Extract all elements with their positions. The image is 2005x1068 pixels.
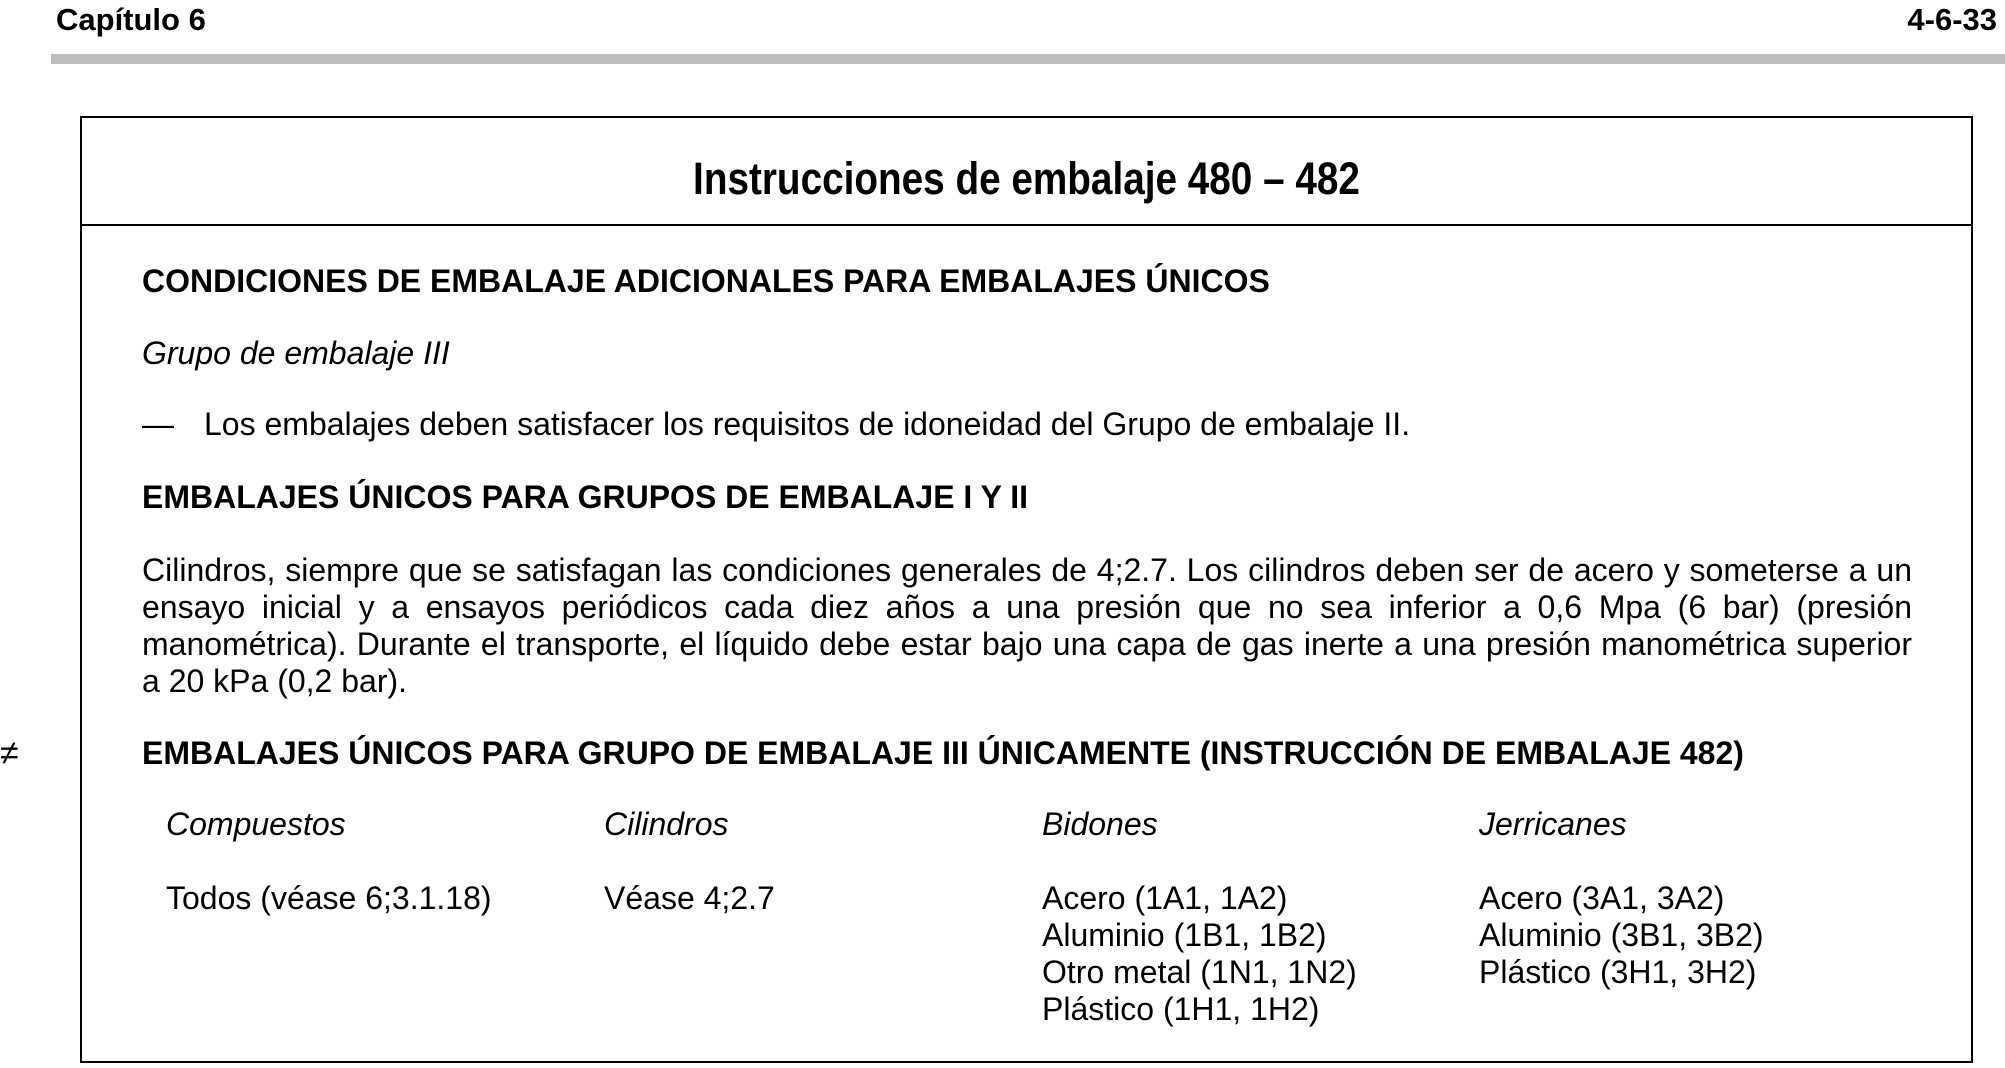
column-cilindros — [604, 806, 775, 916]
column-header: Cilindros — [604, 806, 729, 842]
column-values — [1479, 880, 1764, 991]
packing-instruction-box — [80, 116, 1973, 1063]
column-value: Aluminio (1B1, 1B2) — [1042, 917, 1327, 953]
section1-heading: CONDICIONES DE EMBALAJE ADICIONALES PARA EMBALAJES ÚNICOS — [142, 263, 1270, 299]
column-header: Compuestos — [166, 806, 346, 842]
column-value: Plástico (3H1, 3H2) — [1479, 954, 1757, 990]
section1-item — [142, 406, 1912, 443]
column-value: Acero (3A1, 3A2) — [1479, 880, 1725, 916]
title-row — [82, 118, 1971, 226]
column-value: Plástico (1H1, 1H2) — [1042, 991, 1320, 1027]
section1-subheading: Grupo de embalaje III — [142, 335, 450, 371]
column-compuestos — [166, 806, 492, 916]
section2-paragraph: Cilindros, siempre que se satisfagan las condiciones generales de 4;2.7. Los cilindros deben ser de acero y someterse a un ensayo inicial y a ensayos periódicos cada diez años a una presión que no sea inferior a 0,6 Mpa (6 bar) (presión manométrica). Durante el transporte, el líquido debe estar bajo una capa de gas inerte a una presión manométrica superior a 20 kPa (0,2 bar). — [142, 552, 1912, 699]
header-rule — [51, 54, 2005, 64]
chapter-label: Capítulo 6 — [56, 2, 206, 37]
column-value: Aluminio (3B1, 3B2) — [1479, 917, 1764, 953]
change-mark: ≠ — [0, 734, 19, 772]
column-header: Jerricanes — [1479, 806, 1627, 842]
section1-item-text: Los embalajes deben satisfacer los requisitos de idoneidad del Grupo de embalaje II. — [204, 406, 1411, 442]
column-header: Bidones — [1042, 806, 1158, 842]
dash-bullet: — — [142, 406, 174, 442]
column-bidones — [1042, 806, 1357, 1027]
column-value: Otro metal (1N1, 1N2) — [1042, 954, 1357, 990]
column-value: Véase 4;2.7 — [604, 880, 775, 916]
page-number: 4-6-33 — [1907, 2, 1997, 37]
column-value: Todos (véase 6;3.1.18) — [166, 880, 492, 916]
column-values — [166, 880, 492, 917]
column-value: Acero (1A1, 1A2) — [1042, 880, 1288, 916]
column-jerricanes — [1479, 806, 1764, 990]
column-values — [604, 880, 775, 917]
column-values — [1042, 880, 1357, 1028]
section3-heading: EMBALAJES ÚNICOS PARA GRUPO DE EMBALAJE III ÚNICAMENTE (INSTRUCCIÓN DE EMBALAJE 482) — [142, 735, 1744, 771]
section2-heading: EMBALAJES ÚNICOS PARA GRUPOS DE EMBALAJE I Y II — [142, 479, 1029, 515]
box-title: Instrucciones de embalaje 480 – 482 — [693, 153, 1360, 204]
